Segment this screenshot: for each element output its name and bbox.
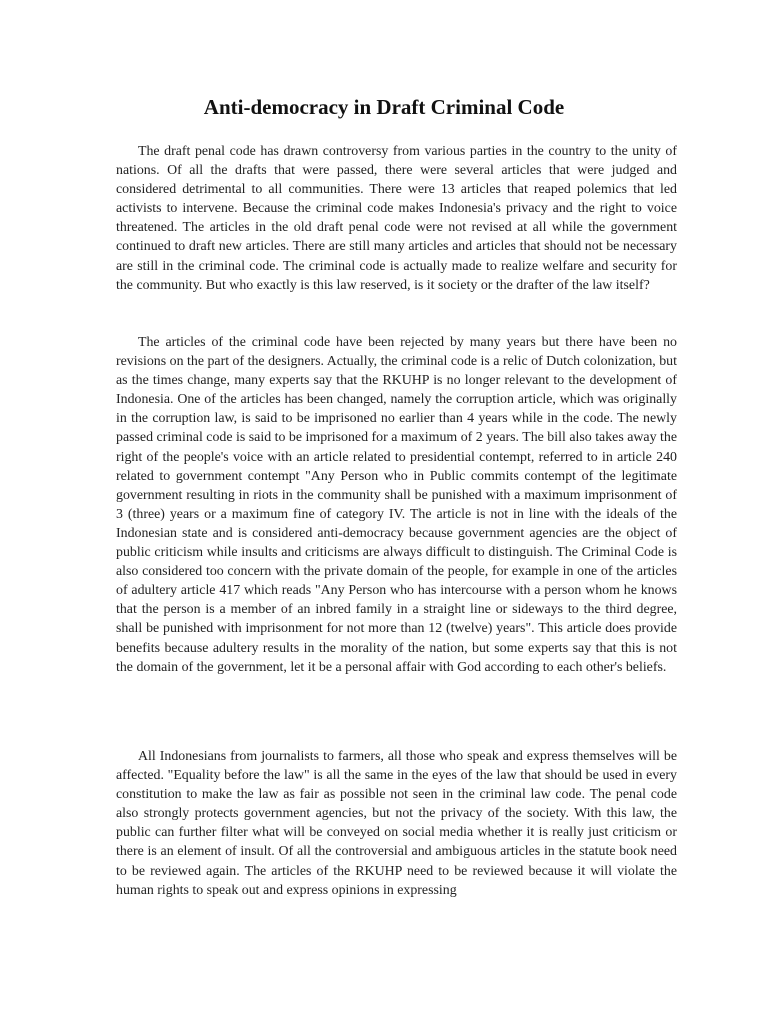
- document-title: Anti-democracy in Draft Criminal Code: [203, 95, 565, 119]
- paragraph-2: The articles of the criminal code have been rejected by many years but there have been no revisions on the part of the designers. Actually, the criminal code is a relic of Dutch colonization, but as the times change, many experts say that the RKUHP is no longer relevant to the development of Indonesia. One of the articles has been changed, namely the corruption article, which was originally in the corruption law, is said to be imprisoned no earlier than 4 years while in the code. The newly passed criminal code is said to be imprisoned for a maximum of 2 years. The bill also takes away the right of the people's voice with an article related to presidential contempt, referred to in article 240 related to government contempt "Any Person who in Public commits contempt of the legitimate government resulting in riots in the community shall be punished with a maximum imprisonment of 3 (three) years or a maximum fine of category IV. The article is not in line with the ideals of the Indonesian state and is considered anti-democracy because government agencies are the object of public criticism while insults and criticisms are always difficult to distinguish. The Criminal Code is also considered too concern with the private domain of the people, for example in one of the articles of adultery article 417 which reads "Any Person who has intercourse with a person whom he knows that the person is a member of an inbred family in a straight line or sideways to the third degree, shall be punished with imprisonment for not more than 12 (twelve) years". This article does provide benefits because adultery results in the morality of the nation, but some experts say that this is not the domain of the government, let it be a personal affair with God according to each other's beliefs.: [116, 335, 677, 675]
- paragraph-3: All Indonesians from journalists to farmers, all those who speak and express themselves will be affected. "Equality before the law" is all the same in the eyes of the law that should be used in every constitution to make the law as fair as possible not seen in the criminal law code. The penal code also strongly protects government agencies, but not the privacy of the society. With this law, the public can further filter what will be conveyed on social media whether it is really just criticism or there is an element of insult. Of all the controversial and ambiguous articles in the statute book need to be reviewed again. The articles of the RKUHP need to be reviewed because it will violate the human rights to speak out and express opinions in expressing: [116, 749, 677, 898]
- paragraph-1: The draft penal code has drawn controversy from various parties in the country to the unity of nations. Of all the drafts that were passed, there were several articles that were judged and considered detrimental to all communities. There were 13 articles that reaped polemics that led activists to intervene. Because the criminal code makes Indonesia's privacy and the right to voice threatened. The articles in the old draft penal code were not revised at all while the government continued to draft new articles. There are still many articles and articles that should not be necessary are still in the criminal code. The criminal code is actually made to realize welfare and security for the community. But who exactly is this law reserved, is it society or the drafter of the law itself?: [116, 144, 677, 293]
